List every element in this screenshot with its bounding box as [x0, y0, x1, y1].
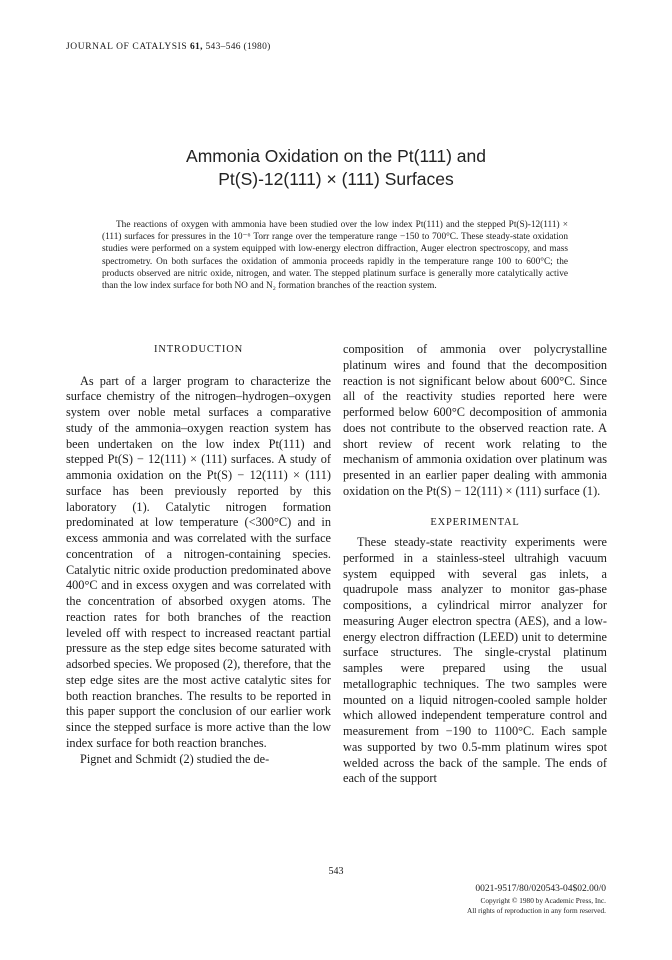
- page-number: 543: [328, 866, 344, 877]
- title-line-2: Pt(S)-12(111) × (111) Surfaces: [218, 169, 454, 189]
- journal-name: JOURNAL OF CATALYSIS: [66, 42, 188, 52]
- journal-header: [66, 42, 271, 52]
- article-code: 0021-9517/80/020543-04$02.00/0: [475, 884, 606, 894]
- intro-paragraph-1: As part of a larger program to characterize the surface chemistry of the nitrogen–hydrogen–oxygen system over noble metal surfaces a comparative study of the ammonia–oxygen reaction system has been undertaken on the low index Pt(111) and stepped Pt(S) − 12(111) × (111) surfaces. A study of ammonia oxidation on the Pt(S) − 12(111) × (111) surface has been previously reported by this laboratory (1). Catalytic nitrogen formation predominated at low temperature (<300°C) and in excess ammonia and was correlated with the surface concentration of a nitrogen-containing species. Catalytic nitric oxide production predominated above 400°C and in excess oxygen and was correlated with the concentration of absorbed oxygen atoms. The reaction rates for both branches of the reaction leveled off with respect to increased reactant partial pressure as the step edge sites become saturated with adsorbed species. We proposed (2), therefore, that the step edge sites are the most active catalytic sites for both reaction branches. The results to be reported in this paper support the conclusion of our earlier work since the stepped surface is more active than the low index surface for both reaction branches.: [66, 373, 331, 750]
- experimental-heading: EXPERIMENTAL: [430, 517, 520, 529]
- experimental-paragraph-1: These steady-state reactivity experiments were performed in a stainless-steel ultrahigh vacuum system equipped with several gas inlets, a quadrupole mass analyzer to monitor gas-phase compositions, a cylindrical mirror analyzer for measuring Auger electron spectra (AES), and a low-energy electron diffraction (LEED) unit to determine surface structures. The single-crystal platinum samples were prepared using the usual metallographic techniques. The two samples were mounted on a liquid nitrogen-cooled sample holder which allowed independent temperature control and measurement from −190 to 1100°C. Each sample was supported by two 0.5-mm platinum wires spot welded across the back of the sample. The ends of each of the support: [343, 535, 607, 786]
- copyright-block: [467, 884, 606, 916]
- abstract: The reactions of oxygen with ammonia have been studied over the low index Pt(111) and the stepped Pt(S)-12(111) × (111) surfaces for pressures in the 10⁻⁶ Torr range over the temperature range −150 to 700°C. These steady-state oxidation studies were performed on a system equipped with low-energy electron diffraction, Auger electron spectroscopy, and mass spectrometry. On both surfaces the oxidation of ammonia proceeds rapidly in the temperature range 100 to 600°C; the products observed are nitric oxide, nitrogen, and water. The stepped platinum surface is generally more catalytically active than the low index surface for both NO and N₂ formation branches of the reaction system.: [102, 220, 568, 292]
- intro-paragraph-2: [66, 752, 331, 768]
- intro-paragraph-2-end: composition of ammonia over polycrystalline platinum wires and found that the decomposition reaction is not significant below about 600°C. Since all of the reactivity studies reported here were performed below 600°C decomposition of ammonia does not contribute to the observed reaction rate. A short review of recent work relating to the mechanism of ammonia oxidation over platinum was presented in an earlier paper dealing with ammonia oxidation on the Pt(S) − 12(111) × (111) surface (1).: [343, 342, 607, 498]
- title-line-1: Ammonia Oxidation on the Pt(111) and: [186, 146, 486, 166]
- journal-volume: 61,: [190, 42, 203, 52]
- right-column: [343, 342, 607, 787]
- introduction-heading: INTRODUCTION: [154, 344, 243, 355]
- left-column: [66, 342, 331, 767]
- journal-pages-year: 543–546 (1980): [205, 42, 271, 52]
- copyright-notice: Copyright © 1980 by Academic Press, Inc.: [480, 895, 606, 905]
- intro-paragraph-2-continued: [343, 342, 607, 500]
- paper-title: [0, 145, 672, 191]
- rights-notice: All rights of reproduction in any form reserved.: [466, 905, 606, 915]
- intro-paragraph-2-start: Pignet and Schmidt (2) studied the de-: [80, 751, 270, 766]
